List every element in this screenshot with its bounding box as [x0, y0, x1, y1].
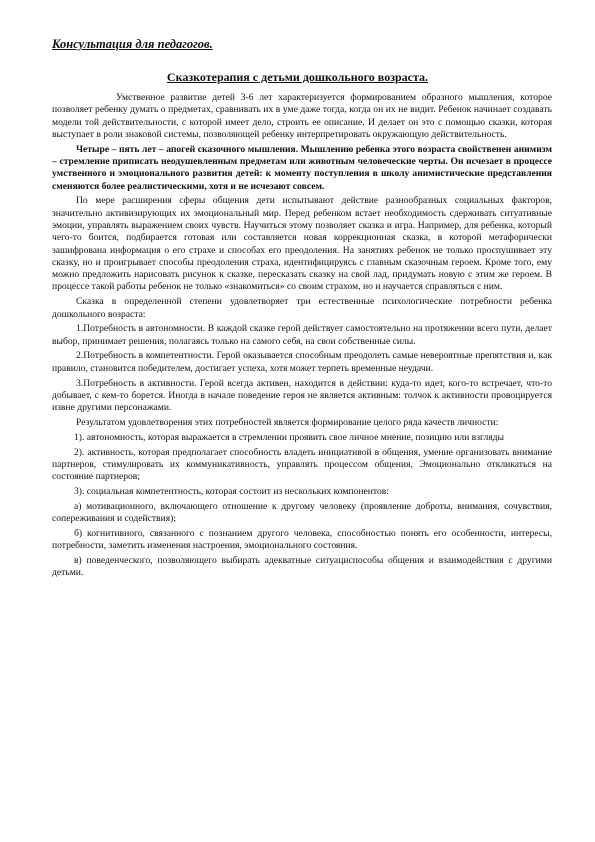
list-item-quality-1: 1). автономность, которая выражается в стремлении проявить свое личное мнение, позицию или взгляды — [74, 431, 504, 443]
list-item-component-a: а) мотивационного, включающего отношение к другому человеку (проявление доброты, внимания, сочувствия, сопереживания и содействия); — [52, 500, 552, 524]
paragraph: Сказка в определенной степени удовлетворяет три естественные психологические потребности ребенка дошкольного возраста: — [52, 296, 552, 320]
list-item-need-activity: 3.Потребность в активности. Герой всегда активен, находится в действии: куда-то идет, кого-то встречает, что-то добывает, с кем-то борется. Иногда в начале поведение героя не является активным: толчок к активности провоцируется извне другими персонажами. — [52, 377, 552, 414]
paragraph: Умственное развитие детей 3-6 лет характеризуется формированием образного мышления, которое позволяет ребенку думать о предметах, сравнивать их в уме даже тогда, когда он их не видит. Ребенок начинает создавать модели той действительности, с которой имеет дело, строить ее описание. И делает он это с помощью сказки, которая выступает в роли знаковой системы, позволяющей ребенку интерпретировать окружающую действительность. — [52, 92, 552, 140]
document-title: Сказкотерапия с детьми дошкольного возраста. — [166, 70, 429, 84]
list-item-component-c: в) поведенческого, позволяющего выбирать адекватные ситуациспособы общения и взаимодействия с другими детьми. — [52, 554, 552, 579]
list-item-need-autonomy: 1.Потребность в автономности. В каждой сказке герой действует самостоятельно на протяжении всего пути, делает выбор, принимает решения, полагаясь только на самого себя, на свои собственные силы. — [52, 323, 552, 347]
paragraph: По мере расширения сферы общения дети испытывают действие разнообразных социальных факторов, значительно активизирующих их эмоциональный мир. Перед ребенком встает необходимость сдерживать ситуативные эмоции, управлять выражением своих чувств. Научиться этому позволяет сказка и игра. Например, для ребенка, который чего-то боится, подбирается готовая или составляется новая коррекционная сказка, в которой метафорически зашифрована информация о его страхе и способах его преодоления. На занятиях ребенок не только проспушивает эту сказку, но и проигрывает способы преодоления страха, идентифицируясь с главным сказочным героем. Кроме того, ему можно предложить нарисовать рисунок к сказке, пересказать сказку на свой лад, придумать новую с этим же героем. В процессе такой работы ребенок не только «знакомиться» со своим страхом, но и научается справляться с ним. — [52, 195, 552, 293]
list-item-quality-3: 3). социальная компетентность, которая состоит из нескольких компонентов: — [74, 485, 389, 497]
consultation-heading: Консультация для педагогов. — [52, 37, 213, 51]
list-item-component-b: б) когнитивного, связанного с познанием другого человека, способностью понять его особенности, интересы, потребности, заметить изменения настроения, эмоционального состояния. — [52, 527, 552, 552]
paragraph-bold: Четыре – пять лет – апогей сказочного мышления. Мышлению ребенка этого возраста свойственен анимизм – стремление приписать неодушевленным предметам или животным человеческие черты. Он исчезает в процессе умственного и эмоционального развития детей: к моменту поступления в школу анимистические представления сменяются более реалистическими, хотя и не исчезают совсем. — [52, 143, 552, 192]
list-item-quality-2: 2). активность, которая предполагает способность владеть инициативой в общения, умение организовать внимание партнеров, стимулировать их коммуникативность, управлять процессом общения, Эмоционально откликаться на состояние партнеров; — [52, 446, 552, 483]
document-body — [52, 92, 552, 582]
paragraph: Результатом удовлетворения этих потребностей является формирование целого ряда качеств личности: — [76, 416, 499, 428]
list-item-need-competence: 2.Потребность в компетентности. Герой оказывается способным преодолеть самые невероятные препятствия и, как правило, становится победителем, достигает успеха, хотя может терпеть временные неудачи. — [52, 350, 552, 374]
